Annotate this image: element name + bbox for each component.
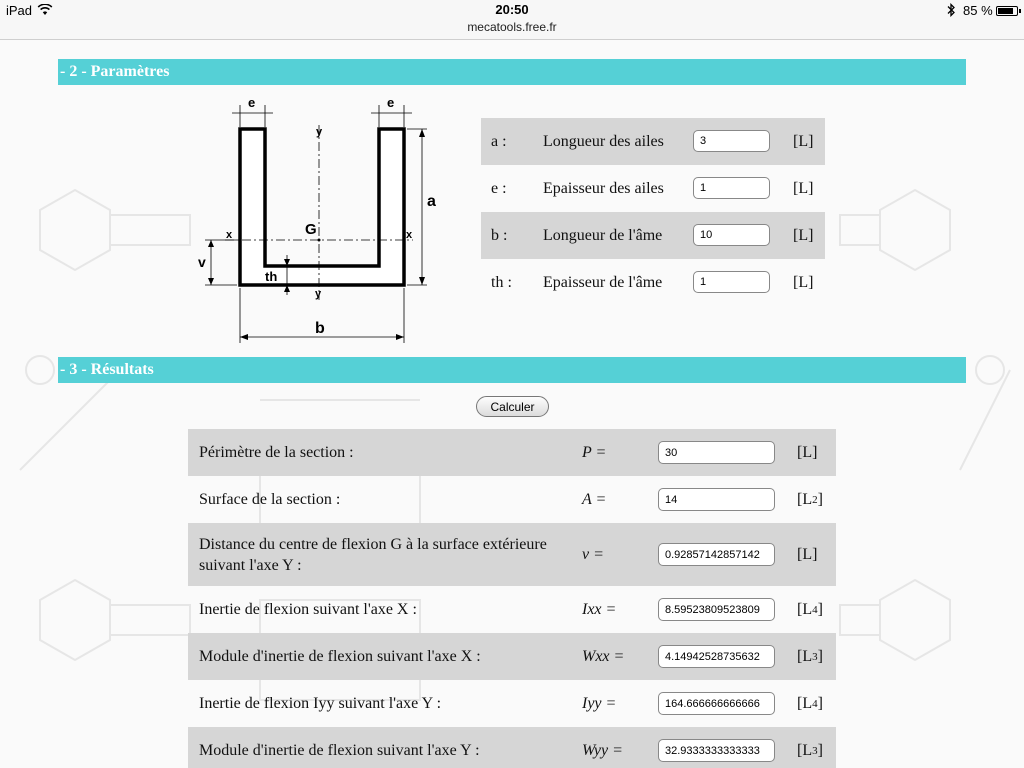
parameters-table [481,118,825,306]
dim-label-e-left: e [248,95,256,110]
result-symbol: Iyy = [582,694,617,712]
result-unit [797,429,817,476]
result-output-iyy[interactable] [658,692,775,715]
result-row-distance-v [188,523,836,586]
result-unit-close: ] [817,647,823,665]
result-symbol: P = [582,443,607,461]
status-bar [0,0,1024,40]
result-label: Inertie de flexion Iyy suivant l'axe Y : [199,695,442,712]
result-output-ixx[interactable] [658,598,775,621]
result-unit: [L 4 ] [797,600,823,618]
dim-label-b: b [315,320,325,337]
section-header-results: - 3 - Résultats [58,357,966,383]
bluetooth-icon [945,3,957,17]
u-channel-profile [240,129,404,285]
dim-label-e-right: e [387,95,395,110]
dim-label-v: v [198,254,206,270]
param-label: Epaisseur des ailes [543,180,664,197]
result-label: Module d'inertie de flexion suivant l'axe X : [199,648,481,665]
result-unit-base: [L [797,647,813,665]
result-unit-base: [L [797,600,813,618]
param-symbol: th : [491,274,512,291]
result-output-perimeter[interactable] [658,441,775,464]
param-row-e [481,165,825,212]
result-label: Périmètre de la section : [199,444,354,461]
result-unit: [L 3 ] [797,647,823,665]
device-name: iPad [6,3,33,18]
result-label: Module d'inertie de flexion suivant l'axe Y : [199,742,480,759]
axis-label-x-left: x [226,229,233,241]
result-label: Distance du centre de flexion G à la surface extérieure suivant l'axe Y : [199,535,547,574]
dim-label-th: th [265,269,278,284]
u-channel-diagram [195,95,445,350]
param-input-th[interactable] [693,271,770,293]
results-table [188,429,836,768]
result-row-perimeter [188,429,836,476]
result-output-v[interactable] [658,543,775,566]
centroid-label: G [305,221,317,238]
param-symbol: a : [491,133,507,150]
result-unit-close: ] [817,694,823,712]
result-unit-base: [L [797,741,813,759]
param-unit: [L] [793,274,814,291]
result-unit-close: ] [817,741,823,759]
result-symbol: Wxx = [582,647,625,665]
result-unit-base: [L [797,694,813,712]
param-row-b [481,212,825,259]
result-output-wxx[interactable] [658,645,775,668]
result-row-wyy [188,727,836,768]
param-label: Longueur de l'âme [543,227,663,244]
result-row-ixx [188,586,836,633]
result-unit-base: [L] [797,443,818,461]
battery-percentage: 85 % [963,3,993,18]
axis-label-x-right: x [406,229,413,241]
result-unit: [L 3 ] [797,741,823,759]
clock: 20:50 [495,2,529,17]
result-label: Inertie de flexion suivant l'axe X : [199,601,417,618]
dim-label-a: a [427,193,436,210]
param-input-a[interactable] [693,130,770,152]
param-unit: [L] [793,133,814,150]
param-label: Longueur des ailes [543,133,664,150]
battery-level-fill [998,8,1013,14]
address-bar-url[interactable]: mecatools.free.fr [467,20,557,34]
section-header-parameters: - 2 - Paramètres [58,59,966,85]
battery-icon [996,6,1018,16]
result-unit-close: ] [817,490,823,508]
param-unit: [L] [793,227,814,244]
result-unit: [L 4 ] [797,694,823,712]
calculate-button[interactable]: Calculer [476,396,549,417]
axis-label-y-bottom: y [315,288,322,300]
param-input-b[interactable] [693,224,770,246]
result-output-area[interactable] [658,488,775,511]
result-unit-base: [L] [797,545,818,563]
result-unit-base: [L [797,490,813,508]
result-row-iyy [188,680,836,727]
result-row-wxx [188,633,836,680]
result-symbol: Wyy = [582,741,623,759]
result-label: Surface de la section : [199,491,341,508]
result-unit: [L 2 ] [797,490,823,508]
result-symbol: v = [582,545,604,563]
result-output-wyy[interactable] [658,739,775,762]
param-row-a [481,118,825,165]
result-symbol: A = [582,490,607,508]
param-row-th [481,259,825,306]
param-input-e[interactable] [693,177,770,199]
result-unit [797,523,817,586]
param-symbol: e : [491,180,507,197]
result-unit-close: ] [817,600,823,618]
param-unit: [L] [793,180,814,197]
param-label: Epaisseur de l'âme [543,274,663,291]
result-symbol: Ixx = [582,600,617,618]
axis-label-y-top: y [316,126,323,138]
param-symbol: b : [491,227,508,244]
result-row-area [188,476,836,523]
